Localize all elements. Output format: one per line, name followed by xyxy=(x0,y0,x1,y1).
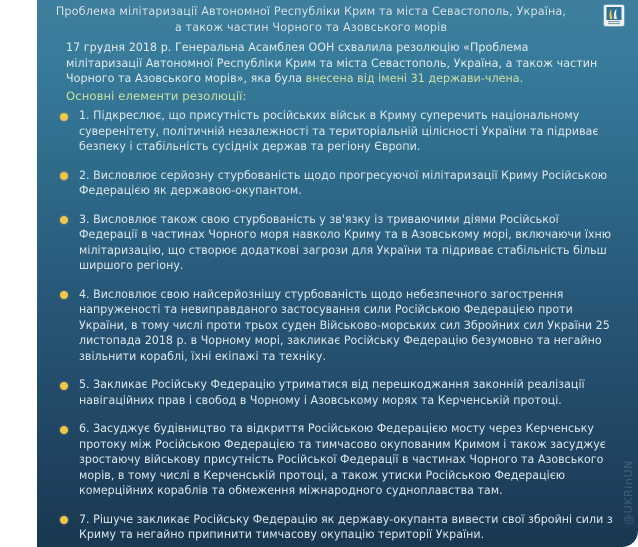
bullet-dot-icon xyxy=(60,172,68,180)
list-item-text: 7. Рішуче закликає Російську Федерацію як державу-окупанта вивести свої збройні сили з Криму та негайно припинити тимчасову окупацію території України. xyxy=(79,512,613,541)
bullet-dot-icon xyxy=(60,291,68,299)
list-item-text: 2. Висловлює серйозну стурбованість щодо прогресуючої мілітаризації Криму Російською Федерацією як державою-окупантом. xyxy=(79,168,608,197)
title-line-2: а також частин Чорного та Азовського морів xyxy=(174,20,448,34)
intro-paragraph xyxy=(66,40,606,87)
bullet-dot-icon xyxy=(60,113,68,121)
list-item xyxy=(59,212,615,274)
list-item-text: 3. Висловлює також свою стурбованість у зв'язку із триваючими діями Російської Федерації в частинах Чорного моря навколо Криму та в Азовському морі, включаючи їхню мілітаризацію, що створює додаткові загрози для України та підриває стабільність більш ширшого регіону. xyxy=(79,212,612,272)
bullet-dot-icon xyxy=(60,516,68,524)
bullet-dot-icon xyxy=(60,382,68,390)
bullet-dot-icon xyxy=(60,216,68,224)
section-heading: Основні елементи резолюції: xyxy=(66,89,247,103)
list-item-text: 4. Висловлює свою найсерйознішу стурбованість щодо небезпечного загострення напруженості та невиправданого застосування сили Російською Федерацією проти України, в тому числі проти трьох суден Військово-морських сил Збройних сил України 25 листопада 2018 р. в Чорному морі, закликає Російську Федерацію безумовно та негайно звільнити кораблі, їхні екіпажі та техніку. xyxy=(79,287,610,363)
resolution-points-list xyxy=(59,108,615,543)
ukraine-mission-un-emblem-icon xyxy=(604,5,624,26)
list-item xyxy=(59,287,615,365)
intro-text-highlight: внесена від імені 31 держави-члена. xyxy=(305,72,524,86)
list-item-text: 6. Засуджує будівництво та відкриття Російською Федерацією мосту через Керченську протоку між Російською Федерацією та тимчасово окупованим Кримом і також засуджує зростаючу військову присутність Російської Федерації в частинах Чорного та Азовського морів, в тому числі в Керченській протоці, а також утиски Російською Федерацією комерційних кораблів та обмеження міжнародного судноплавства там. xyxy=(79,422,606,497)
list-item-text: 1. Підкреслює, що присутність російських військ в Криму суперечить національному суверенітету, політичній незалежності та територіальній цілісності України та підриває безпеку і стабільність сусідніх держав та регіону Європи. xyxy=(79,109,599,153)
list-item xyxy=(59,512,615,543)
list-item xyxy=(59,377,615,408)
list-item xyxy=(59,421,615,499)
intro-text-part1: 17 грудня 2018 р. Генеральна Асамблея ООН схвалила резолюцію «Проблема мілітаризації Автономної Республіки Крим та міста Севастополь, Україна, а також частин Чорного та Азовського морів», яка була xyxy=(66,41,598,86)
watermark: @UKRinUN xyxy=(622,459,635,525)
list-item xyxy=(59,168,615,199)
bullet-dot-icon xyxy=(60,426,68,434)
resolution-slide xyxy=(37,0,638,547)
list-item-text: 5. Закликає Російську Федерацію утриматися від перешкоджання законній реалізації навігаційних прав і свобод в Чорному і Азовському морях та Керченській протоці. xyxy=(79,378,585,407)
title-line-1: Проблема мілітаризації Автономної Республіки Крим та міста Севастополь, Україна, xyxy=(55,5,567,18)
page-title xyxy=(37,4,567,35)
list-item xyxy=(59,108,615,155)
